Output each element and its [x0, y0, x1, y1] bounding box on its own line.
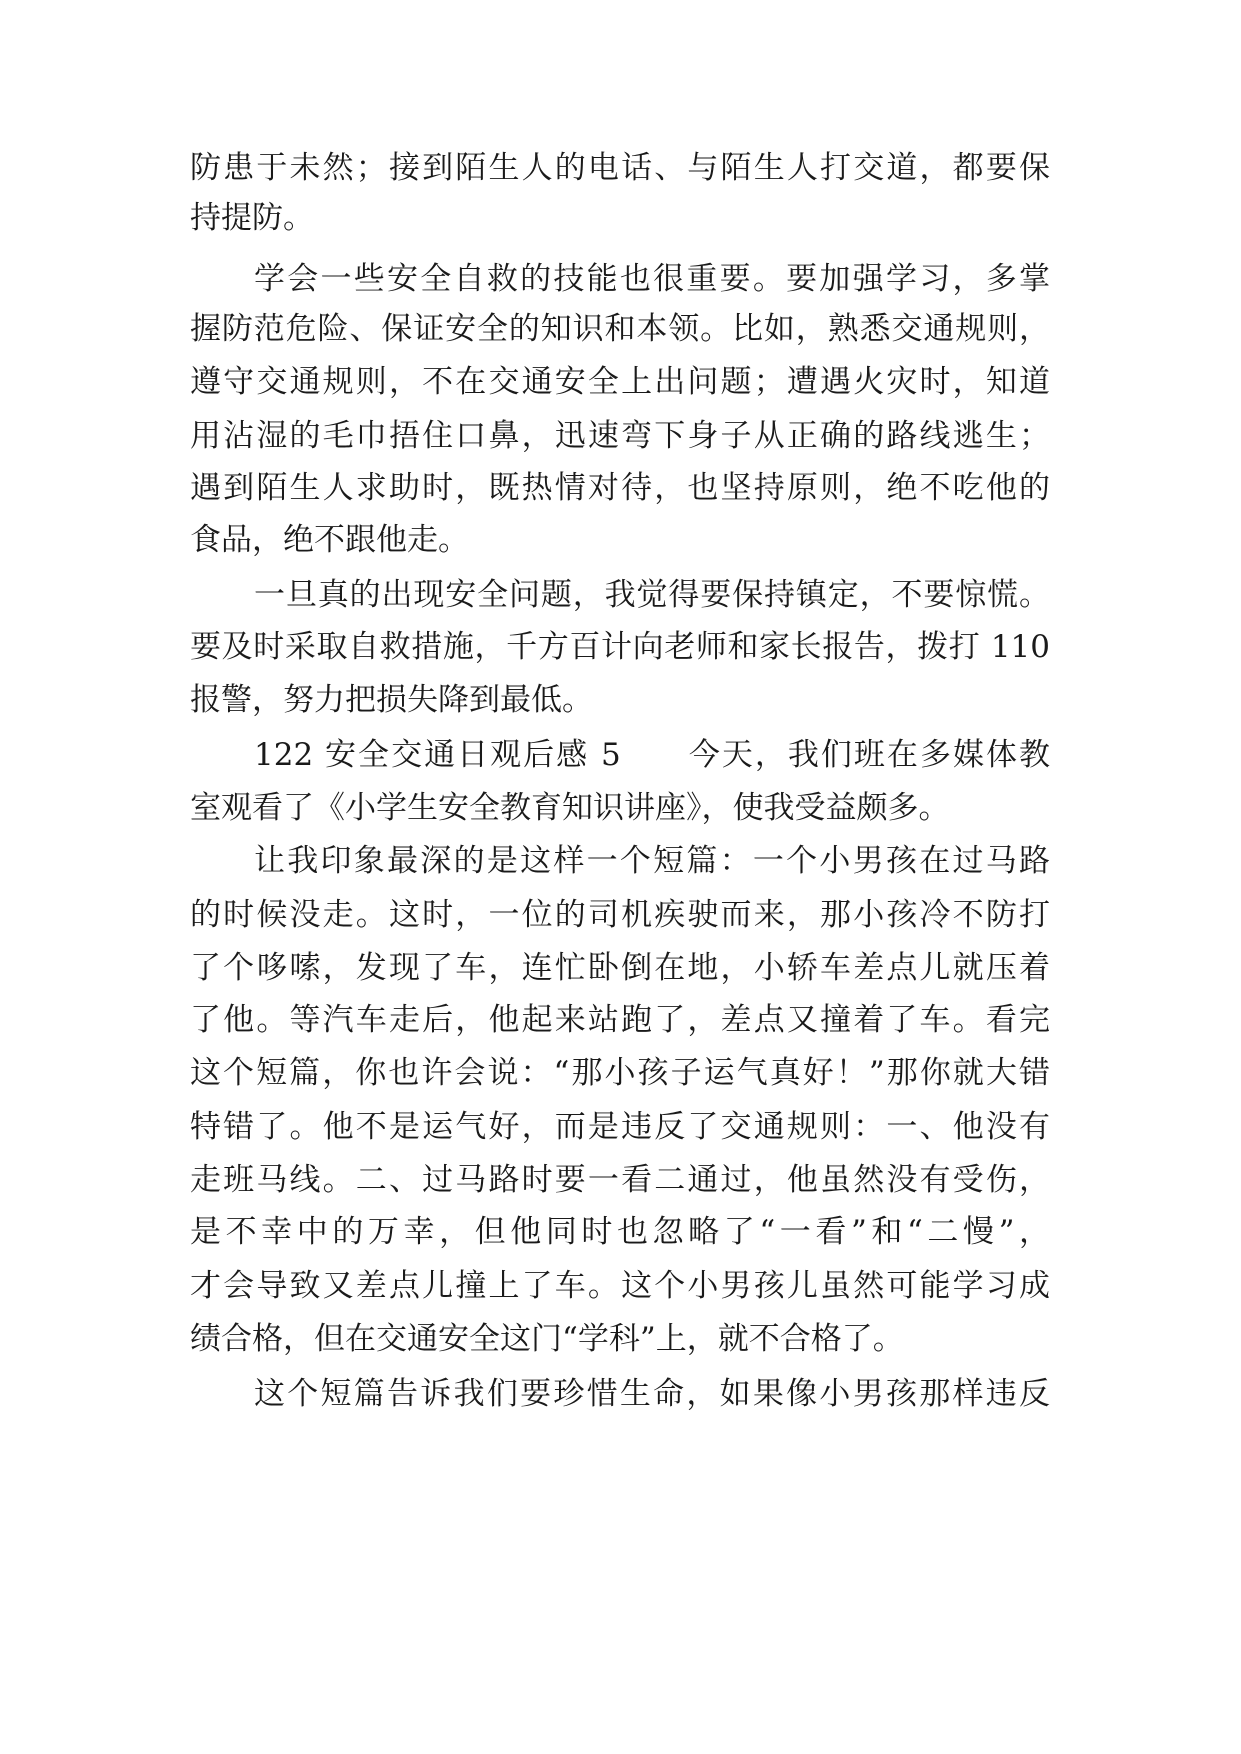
text-line: 遵守交通规则，不在交通安全上出问题；遭遇火灾时，知道: [190, 364, 1050, 400]
text-line: 要及时采取自救措施，千方百计向老师和家长报告，拨打 110: [190, 629, 1050, 665]
text-line: 用沾湿的毛巾捂住口鼻，迅速弯下身子从正确的路线逃生；: [190, 418, 1050, 454]
text-line: 报警，努力把损失降到最低。: [190, 682, 593, 718]
text-line: 特错了。他不是运气好，而是违反了交通规则：一、他没有: [190, 1109, 1050, 1145]
text-line: 食品，绝不跟他走。: [190, 522, 469, 558]
paragraph-first-line: 这个短篇告诉我们要珍惜生命，如果像小男孩那样违反: [254, 1376, 1050, 1412]
text-line: 了个哆嗦，发现了车，连忙卧倒在地，小轿车差点儿就压着: [190, 950, 1050, 986]
text-line: 了他。等汽车走后，他起来站跑了，差点又撞着了车。看完: [190, 1002, 1050, 1038]
paragraph-first-line: 让我印象最深的是这样一个短篇：一个小男孩在过马路: [254, 843, 1050, 879]
paragraph-first-line: 一旦真的出现安全问题，我觉得要保持镇定，不要惊慌。: [254, 577, 1050, 613]
text-line: 握防范危险、保证安全的知识和本领。比如，熟悉交通规则，: [190, 311, 1050, 347]
text-line: 的时候没走。这时，一位的司机疾驶而来，那小孩冷不防打: [190, 897, 1050, 933]
text-line: 走班马线。二、过马路时要一看二通过，他虽然没有受伤，: [190, 1162, 1050, 1198]
text-line: 持提防。: [190, 200, 314, 236]
text-line: 室观看了《小学生安全教育知识讲座》，使我受益颇多。: [190, 790, 950, 826]
text-line: 绩合格，但在交通安全这门“学科”上，就不合格了。: [190, 1321, 904, 1357]
text-line: 遇到陌生人求助时，既热情对待，也坚持原则，绝不吃他的: [190, 470, 1050, 506]
text-line: 这个短篇，你也许会说：“那小孩子运气真好！”那你就大错: [190, 1055, 1050, 1091]
text-line: 才会导致又差点儿撞上了车。这个小男孩儿虽然可能学习成: [190, 1268, 1050, 1304]
text-line: 防患于未然；接到陌生人的电话、与陌生人打交道，都要保: [190, 150, 1050, 186]
section-heading-line: 122 安全交通日观后感 5 今天，我们班在多媒体教: [254, 737, 1050, 773]
text-line: 是不幸中的万幸，但他同时也忽略了“一看”和“二慢”，: [190, 1214, 1050, 1250]
paragraph-first-line: 学会一些安全自救的技能也很重要。要加强学习，多掌: [254, 261, 1050, 297]
